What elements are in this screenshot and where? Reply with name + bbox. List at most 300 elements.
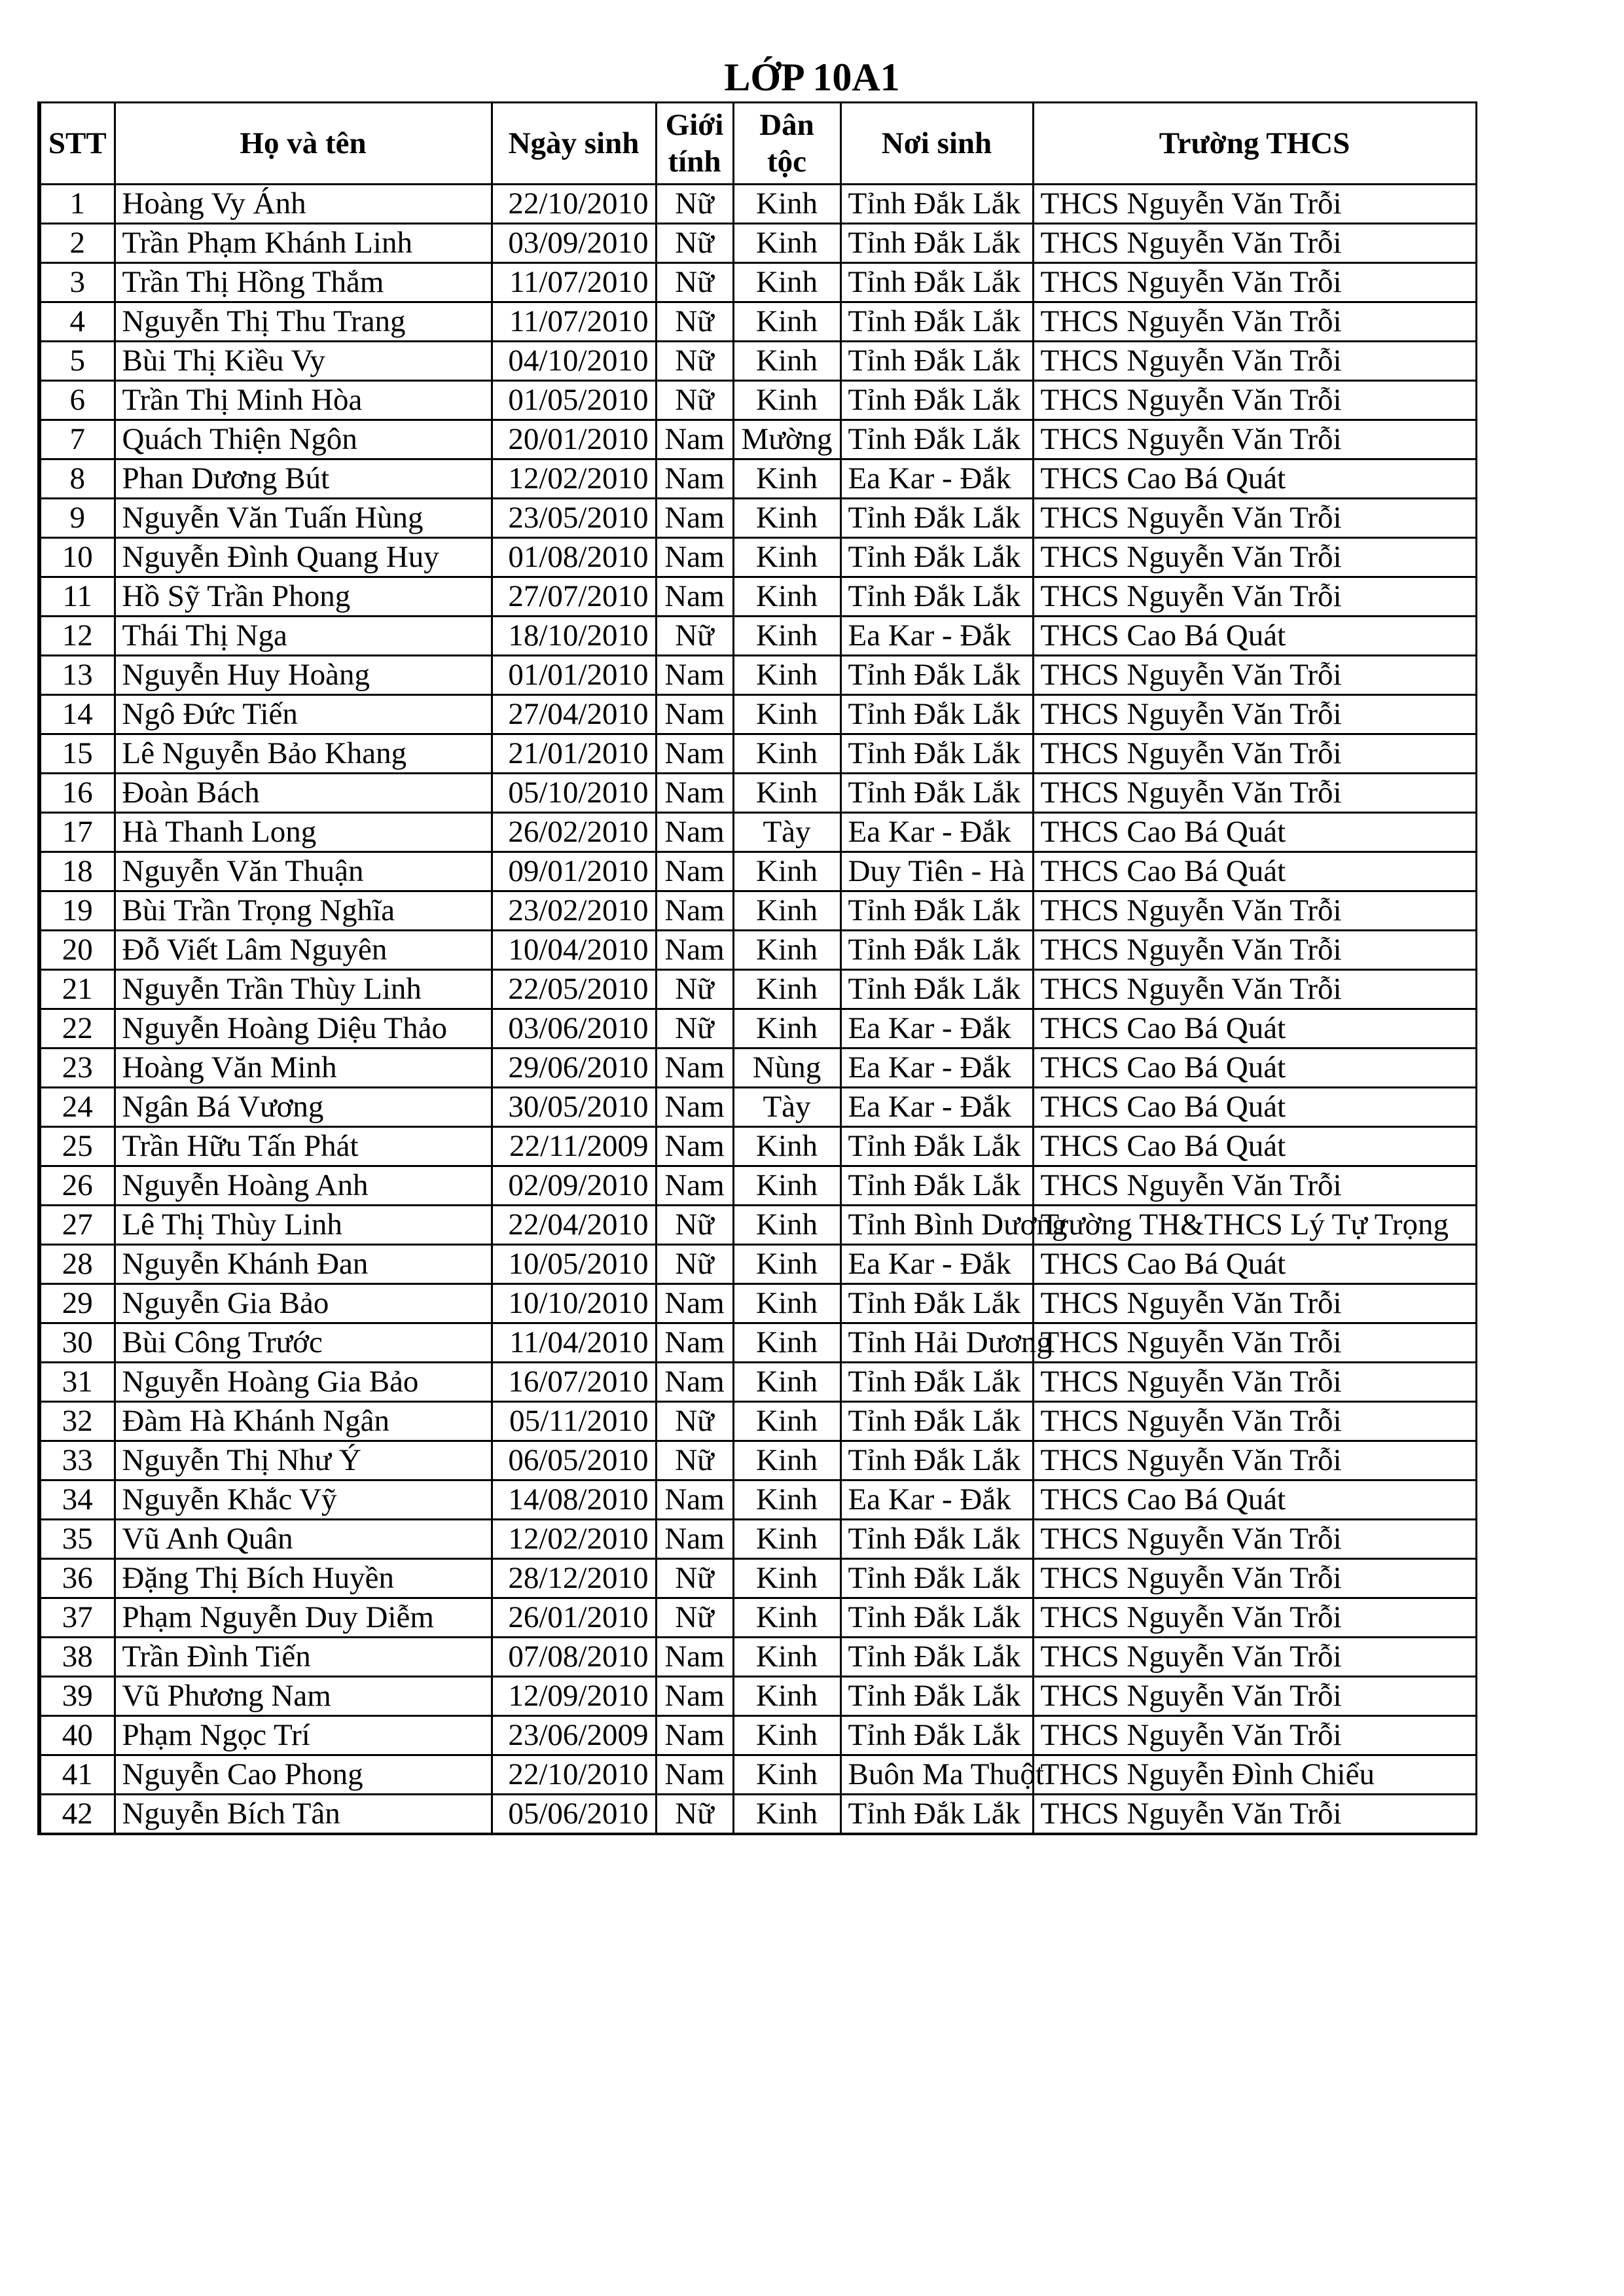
table-row: [39, 1323, 1476, 1363]
cell-ethnic: Kinh: [733, 499, 840, 538]
cell-ethnic: Kinh: [733, 970, 840, 1009]
cell-stt: 5: [39, 342, 115, 381]
cell-gender: Nam: [656, 538, 733, 577]
header-gender: Giới tính: [656, 103, 733, 185]
table-row: [39, 656, 1476, 695]
table-row: [39, 1441, 1476, 1480]
cell-gender: Nam: [656, 420, 733, 459]
cell-dob: 22/04/2010: [492, 1206, 656, 1245]
cell-name: Bùi Trần Trọng Nghĩa: [115, 891, 492, 931]
cell-school: THCS Nguyễn Văn Trỗi: [1033, 1402, 1476, 1441]
cell-stt: 13: [39, 656, 115, 695]
cell-school: THCS Cao Bá Quát: [1033, 459, 1476, 499]
cell-birthplace: Buôn Ma Thuột: [840, 1755, 1033, 1795]
cell-dob: 23/05/2010: [492, 499, 656, 538]
cell-name: Trần Thị Minh Hòa: [115, 381, 492, 420]
cell-school: THCS Nguyễn Văn Trỗi: [1033, 891, 1476, 931]
cell-birthplace: Ea Kar - Đắk: [840, 1049, 1033, 1088]
cell-gender: Nam: [656, 695, 733, 734]
cell-stt: 8: [39, 459, 115, 499]
cell-stt: 15: [39, 734, 115, 774]
cell-stt: 3: [39, 263, 115, 302]
cell-birthplace: Ea Kar - Đắk: [840, 813, 1033, 852]
cell-gender: Nam: [656, 459, 733, 499]
table-row: [39, 1284, 1476, 1323]
cell-school: THCS Nguyễn Văn Trỗi: [1033, 1677, 1476, 1716]
cell-ethnic: Kinh: [733, 1520, 840, 1559]
cell-dob: 02/09/2010: [492, 1166, 656, 1206]
cell-birthplace: Tỉnh Đắk Lắk: [840, 577, 1033, 617]
cell-gender: Nam: [656, 852, 733, 891]
table-row: [39, 970, 1476, 1009]
cell-name: Nguyễn Khánh Đan: [115, 1245, 492, 1284]
cell-gender: Nam: [656, 931, 733, 970]
cell-school: THCS Nguyễn Văn Trỗi: [1033, 538, 1476, 577]
cell-ethnic: Kinh: [733, 1245, 840, 1284]
cell-school: THCS Nguyễn Văn Trỗi: [1033, 1559, 1476, 1598]
cell-dob: 12/02/2010: [492, 459, 656, 499]
cell-school: THCS Cao Bá Quát: [1033, 813, 1476, 852]
cell-school: THCS Nguyễn Văn Trỗi: [1033, 1716, 1476, 1755]
cell-birthplace: Duy Tiên - Hà: [840, 852, 1033, 891]
cell-stt: 9: [39, 499, 115, 538]
cell-name: Phạm Ngọc Trí: [115, 1716, 492, 1755]
cell-school: THCS Nguyễn Văn Trỗi: [1033, 224, 1476, 263]
cell-dob: 11/04/2010: [492, 1323, 656, 1363]
table-row: [39, 1166, 1476, 1206]
cell-gender: Nam: [656, 1088, 733, 1127]
table-row: [39, 459, 1476, 499]
cell-stt: 16: [39, 774, 115, 813]
cell-dob: 12/09/2010: [492, 1677, 656, 1716]
cell-school: THCS Cao Bá Quát: [1033, 1009, 1476, 1049]
cell-stt: 4: [39, 302, 115, 342]
cell-gender: Nam: [656, 1284, 733, 1323]
cell-ethnic: Kinh: [733, 1284, 840, 1323]
cell-gender: Nữ: [656, 1402, 733, 1441]
cell-school: THCS Nguyễn Văn Trỗi: [1033, 970, 1476, 1009]
cell-stt: 23: [39, 1049, 115, 1088]
cell-gender: Nam: [656, 774, 733, 813]
cell-school: THCS Nguyễn Văn Trỗi: [1033, 263, 1476, 302]
cell-gender: Nữ: [656, 1559, 733, 1598]
cell-school: THCS Nguyễn Đình Chiểu: [1033, 1755, 1476, 1795]
cell-stt: 12: [39, 617, 115, 656]
cell-name: Nguyễn Trần Thùy Linh: [115, 970, 492, 1009]
cell-name: Nguyễn Văn Thuận: [115, 852, 492, 891]
cell-stt: 22: [39, 1009, 115, 1049]
cell-ethnic: Kinh: [733, 1677, 840, 1716]
table-row: [39, 381, 1476, 420]
cell-stt: 20: [39, 931, 115, 970]
cell-stt: 41: [39, 1755, 115, 1795]
cell-stt: 33: [39, 1441, 115, 1480]
cell-stt: 19: [39, 891, 115, 931]
cell-name: Nguyễn Đình Quang Huy: [115, 538, 492, 577]
cell-dob: 29/06/2010: [492, 1049, 656, 1088]
cell-gender: Nữ: [656, 617, 733, 656]
cell-name: Trần Thị Hồng Thắm: [115, 263, 492, 302]
cell-ethnic: Kinh: [733, 1716, 840, 1755]
cell-ethnic: Kinh: [733, 695, 840, 734]
table-row: [39, 1480, 1476, 1520]
cell-stt: 28: [39, 1245, 115, 1284]
table-row: [39, 577, 1476, 617]
cell-stt: 37: [39, 1598, 115, 1638]
table-row: [39, 695, 1476, 734]
table-row: [39, 931, 1476, 970]
cell-ethnic: Nùng: [733, 1049, 840, 1088]
cell-gender: Nam: [656, 1520, 733, 1559]
cell-name: Lê Thị Thùy Linh: [115, 1206, 492, 1245]
header-school: Trường THCS: [1033, 103, 1476, 185]
table-row: [39, 1245, 1476, 1284]
cell-name: Nguyễn Thị Như Ý: [115, 1441, 492, 1480]
cell-birthplace: Tỉnh Đắk Lắk: [840, 1677, 1033, 1716]
cell-stt: 38: [39, 1638, 115, 1677]
cell-birthplace: Tỉnh Đắk Lắk: [840, 1598, 1033, 1638]
cell-birthplace: Tỉnh Hải Dương: [840, 1323, 1033, 1363]
cell-birthplace: Tỉnh Đắk Lắk: [840, 970, 1033, 1009]
cell-school: THCS Nguyễn Văn Trỗi: [1033, 1363, 1476, 1402]
table-row: [39, 1755, 1476, 1795]
cell-dob: 20/01/2010: [492, 420, 656, 459]
cell-name: Hồ Sỹ Trần Phong: [115, 577, 492, 617]
cell-birthplace: Tỉnh Đắk Lắk: [840, 538, 1033, 577]
cell-gender: Nam: [656, 1127, 733, 1166]
cell-dob: 01/01/2010: [492, 656, 656, 695]
table-row: [39, 813, 1476, 852]
cell-birthplace: Ea Kar - Đắk: [840, 1088, 1033, 1127]
cell-birthplace: Tỉnh Đắk Lắk: [840, 1716, 1033, 1755]
header-dob: Ngày sinh: [492, 103, 656, 185]
cell-birthplace: Tỉnh Đắk Lắk: [840, 185, 1033, 224]
cell-name: Thái Thị Nga: [115, 617, 492, 656]
cell-name: Nguyễn Hoàng Gia Bảo: [115, 1363, 492, 1402]
cell-birthplace: Tỉnh Đắk Lắk: [840, 1284, 1033, 1323]
cell-dob: 22/05/2010: [492, 970, 656, 1009]
cell-stt: 34: [39, 1480, 115, 1520]
cell-gender: Nam: [656, 813, 733, 852]
table-row: [39, 1049, 1476, 1088]
cell-gender: Nam: [656, 1638, 733, 1677]
cell-gender: Nam: [656, 499, 733, 538]
table-row: [39, 1402, 1476, 1441]
cell-ethnic: Kinh: [733, 263, 840, 302]
cell-gender: Nam: [656, 577, 733, 617]
cell-gender: Nữ: [656, 185, 733, 224]
student-table: [37, 101, 1477, 1835]
cell-birthplace: Tỉnh Đắk Lắk: [840, 342, 1033, 381]
cell-ethnic: Kinh: [733, 1480, 840, 1520]
cell-ethnic: Kinh: [733, 734, 840, 774]
header-birthplace: Nơi sinh: [840, 103, 1033, 185]
cell-school: THCS Nguyễn Văn Trỗi: [1033, 185, 1476, 224]
cell-birthplace: Ea Kar - Đắk: [840, 1480, 1033, 1520]
cell-ethnic: Kinh: [733, 342, 840, 381]
table-row: [39, 1127, 1476, 1166]
cell-school: THCS Nguyễn Văn Trỗi: [1033, 774, 1476, 813]
cell-birthplace: Tỉnh Đắk Lắk: [840, 774, 1033, 813]
cell-ethnic: Kinh: [733, 1166, 840, 1206]
cell-name: Đỗ Viết Lâm Nguyên: [115, 931, 492, 970]
cell-school: THCS Nguyễn Văn Trỗi: [1033, 1795, 1476, 1835]
header-row: [39, 103, 1476, 185]
cell-birthplace: Tỉnh Đắk Lắk: [840, 1441, 1033, 1480]
cell-school: THCS Nguyễn Văn Trỗi: [1033, 1520, 1476, 1559]
table-row: [39, 499, 1476, 538]
cell-school: THCS Nguyễn Văn Trỗi: [1033, 1638, 1476, 1677]
cell-birthplace: Ea Kar - Đắk: [840, 617, 1033, 656]
cell-birthplace: Tỉnh Đắk Lắk: [840, 734, 1033, 774]
cell-name: Đàm Hà Khánh Ngân: [115, 1402, 492, 1441]
cell-name: Trần Đình Tiến: [115, 1638, 492, 1677]
cell-ethnic: Kinh: [733, 852, 840, 891]
cell-ethnic: Kinh: [733, 1638, 840, 1677]
cell-dob: 22/10/2010: [492, 1755, 656, 1795]
cell-stt: 39: [39, 1677, 115, 1716]
page-title: LỚP 10A1: [724, 56, 900, 99]
cell-birthplace: Ea Kar - Đắk: [840, 459, 1033, 499]
cell-dob: 01/08/2010: [492, 538, 656, 577]
cell-name: Nguyễn Gia Bảo: [115, 1284, 492, 1323]
cell-school: THCS Nguyễn Văn Trỗi: [1033, 1598, 1476, 1638]
cell-gender: Nữ: [656, 1245, 733, 1284]
cell-school: THCS Nguyễn Văn Trỗi: [1033, 302, 1476, 342]
table-row: [39, 1598, 1476, 1638]
cell-school: THCS Cao Bá Quát: [1033, 1480, 1476, 1520]
cell-name: Hoàng Vy Ánh: [115, 185, 492, 224]
cell-ethnic: Kinh: [733, 577, 840, 617]
cell-stt: 7: [39, 420, 115, 459]
table-row: [39, 1520, 1476, 1559]
cell-dob: 30/05/2010: [492, 1088, 656, 1127]
cell-stt: 14: [39, 695, 115, 734]
cell-name: Đoàn Bách: [115, 774, 492, 813]
cell-stt: 26: [39, 1166, 115, 1206]
cell-stt: 31: [39, 1363, 115, 1402]
cell-school: THCS Nguyễn Văn Trỗi: [1033, 577, 1476, 617]
cell-name: Nguyễn Cao Phong: [115, 1755, 492, 1795]
cell-gender: Nam: [656, 1716, 733, 1755]
cell-gender: Nữ: [656, 342, 733, 381]
cell-ethnic: Kinh: [733, 1755, 840, 1795]
cell-birthplace: Tỉnh Đắk Lắk: [840, 656, 1033, 695]
cell-school: THCS Nguyễn Văn Trỗi: [1033, 499, 1476, 538]
cell-name: Phạm Nguyễn Duy Diễm: [115, 1598, 492, 1638]
cell-gender: Nữ: [656, 1206, 733, 1245]
cell-ethnic: Mường: [733, 420, 840, 459]
cell-name: Nguyễn Khắc Vỹ: [115, 1480, 492, 1520]
cell-birthplace: Tỉnh Bình Dương: [840, 1206, 1033, 1245]
cell-gender: Nam: [656, 1363, 733, 1402]
cell-school: THCS Nguyễn Văn Trỗi: [1033, 381, 1476, 420]
cell-school: THCS Cao Bá Quát: [1033, 1245, 1476, 1284]
cell-dob: 10/04/2010: [492, 931, 656, 970]
table-row: [39, 263, 1476, 302]
cell-name: Nguyễn Thị Thu Trang: [115, 302, 492, 342]
cell-stt: 6: [39, 381, 115, 420]
cell-ethnic: Kinh: [733, 538, 840, 577]
cell-birthplace: Tỉnh Đắk Lắk: [840, 1363, 1033, 1402]
cell-dob: 01/05/2010: [492, 381, 656, 420]
cell-birthplace: Tỉnh Đắk Lắk: [840, 1520, 1033, 1559]
cell-gender: Nữ: [656, 224, 733, 263]
cell-name: Bùi Công Trước: [115, 1323, 492, 1363]
cell-gender: Nam: [656, 1677, 733, 1716]
cell-stt: 42: [39, 1795, 115, 1835]
cell-birthplace: Tỉnh Đắk Lắk: [840, 224, 1033, 263]
cell-stt: 30: [39, 1323, 115, 1363]
cell-school: THCS Cao Bá Quát: [1033, 1049, 1476, 1088]
cell-school: THCS Nguyễn Văn Trỗi: [1033, 931, 1476, 970]
cell-dob: 06/05/2010: [492, 1441, 656, 1480]
cell-ethnic: Kinh: [733, 1598, 840, 1638]
cell-stt: 40: [39, 1716, 115, 1755]
cell-birthplace: Tỉnh Đắk Lắk: [840, 1402, 1033, 1441]
cell-school: THCS Nguyễn Văn Trỗi: [1033, 420, 1476, 459]
cell-birthplace: Tỉnh Đắk Lắk: [840, 1559, 1033, 1598]
header-name: Họ và tên: [115, 103, 492, 185]
cell-birthplace: Ea Kar - Đắk: [840, 1245, 1033, 1284]
cell-dob: 05/11/2010: [492, 1402, 656, 1441]
cell-ethnic: Kinh: [733, 931, 840, 970]
cell-stt: 35: [39, 1520, 115, 1559]
cell-school: THCS Nguyễn Văn Trỗi: [1033, 1441, 1476, 1480]
cell-gender: Nam: [656, 656, 733, 695]
cell-dob: 21/01/2010: [492, 734, 656, 774]
cell-dob: 26/01/2010: [492, 1598, 656, 1638]
cell-stt: 1: [39, 185, 115, 224]
cell-name: Nguyễn Văn Tuấn Hùng: [115, 499, 492, 538]
cell-dob: 03/09/2010: [492, 224, 656, 263]
cell-dob: 11/07/2010: [492, 263, 656, 302]
cell-ethnic: Tày: [733, 813, 840, 852]
table-row: [39, 1795, 1476, 1835]
cell-gender: Nam: [656, 1323, 733, 1363]
cell-gender: Nữ: [656, 1441, 733, 1480]
table-row: [39, 1559, 1476, 1598]
cell-birthplace: Tỉnh Đắk Lắk: [840, 302, 1033, 342]
cell-dob: 12/02/2010: [492, 1520, 656, 1559]
cell-ethnic: Kinh: [733, 891, 840, 931]
cell-gender: Nữ: [656, 970, 733, 1009]
cell-birthplace: Tỉnh Đắk Lắk: [840, 891, 1033, 931]
cell-name: Nguyễn Hoàng Diệu Thảo: [115, 1009, 492, 1049]
cell-gender: Nam: [656, 734, 733, 774]
table-row: [39, 734, 1476, 774]
cell-stt: 25: [39, 1127, 115, 1166]
cell-ethnic: Kinh: [733, 1795, 840, 1835]
cell-dob: 09/01/2010: [492, 852, 656, 891]
cell-name: Bùi Thị Kiều Vy: [115, 342, 492, 381]
table-row: [39, 420, 1476, 459]
cell-ethnic: Tày: [733, 1088, 840, 1127]
cell-name: Vũ Anh Quân: [115, 1520, 492, 1559]
cell-stt: 29: [39, 1284, 115, 1323]
cell-gender: Nữ: [656, 381, 733, 420]
cell-ethnic: Kinh: [733, 1127, 840, 1166]
cell-gender: Nữ: [656, 302, 733, 342]
cell-school: THCS Cao Bá Quát: [1033, 852, 1476, 891]
cell-ethnic: Kinh: [733, 1441, 840, 1480]
header-stt: STT: [39, 103, 115, 185]
cell-school: THCS Cao Bá Quát: [1033, 1088, 1476, 1127]
cell-dob: 16/07/2010: [492, 1363, 656, 1402]
cell-birthplace: Tỉnh Đắk Lắk: [840, 931, 1033, 970]
cell-gender: Nam: [656, 1166, 733, 1206]
cell-ethnic: Kinh: [733, 459, 840, 499]
cell-name: Quách Thiện Ngôn: [115, 420, 492, 459]
cell-name: Ngô Đức Tiến: [115, 695, 492, 734]
cell-stt: 21: [39, 970, 115, 1009]
cell-school: THCS Nguyễn Văn Trỗi: [1033, 734, 1476, 774]
cell-dob: 18/10/2010: [492, 617, 656, 656]
cell-birthplace: Tỉnh Đắk Lắk: [840, 1638, 1033, 1677]
cell-birthplace: Tỉnh Đắk Lắk: [840, 499, 1033, 538]
table-body: [39, 185, 1476, 1835]
table-row: [39, 617, 1476, 656]
cell-stt: 18: [39, 852, 115, 891]
cell-school: THCS Cao Bá Quát: [1033, 1127, 1476, 1166]
cell-school: THCS Nguyễn Văn Trỗi: [1033, 1323, 1476, 1363]
cell-stt: 24: [39, 1088, 115, 1127]
cell-gender: Nữ: [656, 1009, 733, 1049]
cell-ethnic: Kinh: [733, 1009, 840, 1049]
table-row: [39, 1677, 1476, 1716]
table-row: [39, 1088, 1476, 1127]
cell-name: Ngân Bá Vương: [115, 1088, 492, 1127]
cell-dob: 03/06/2010: [492, 1009, 656, 1049]
cell-name: Nguyễn Bích Tân: [115, 1795, 492, 1835]
cell-ethnic: Kinh: [733, 224, 840, 263]
cell-stt: 32: [39, 1402, 115, 1441]
cell-dob: 27/07/2010: [492, 577, 656, 617]
cell-school: THCS Nguyễn Văn Trỗi: [1033, 1166, 1476, 1206]
cell-gender: Nam: [656, 1049, 733, 1088]
cell-name: Trần Hữu Tấn Phát: [115, 1127, 492, 1166]
cell-name: Hoàng Văn Minh: [115, 1049, 492, 1088]
cell-birthplace: Ea Kar - Đắk: [840, 1009, 1033, 1049]
cell-dob: 27/04/2010: [492, 695, 656, 734]
cell-stt: 11: [39, 577, 115, 617]
cell-name: Vũ Phương Nam: [115, 1677, 492, 1716]
cell-name: Lê Nguyễn Bảo Khang: [115, 734, 492, 774]
table-row: [39, 185, 1476, 224]
cell-stt: 2: [39, 224, 115, 263]
cell-ethnic: Kinh: [733, 381, 840, 420]
cell-school: THCS Nguyễn Văn Trỗi: [1033, 1284, 1476, 1323]
cell-birthplace: Tỉnh Đắk Lắk: [840, 263, 1033, 302]
table-row: [39, 538, 1476, 577]
cell-dob: 11/07/2010: [492, 302, 656, 342]
cell-gender: Nữ: [656, 1795, 733, 1835]
cell-dob: 07/08/2010: [492, 1638, 656, 1677]
header-ethnic: Dân tộc: [733, 103, 840, 185]
cell-birthplace: Tỉnh Đắk Lắk: [840, 381, 1033, 420]
table-row: [39, 1206, 1476, 1245]
cell-dob: 23/06/2009: [492, 1716, 656, 1755]
cell-name: Nguyễn Huy Hoàng: [115, 656, 492, 695]
cell-gender: Nam: [656, 1480, 733, 1520]
cell-school: THCS Nguyễn Văn Trỗi: [1033, 342, 1476, 381]
cell-name: Nguyễn Hoàng Anh: [115, 1166, 492, 1206]
cell-stt: 17: [39, 813, 115, 852]
cell-gender: Nam: [656, 891, 733, 931]
table-row: [39, 1716, 1476, 1755]
table-row: [39, 774, 1476, 813]
cell-dob: 22/10/2010: [492, 185, 656, 224]
